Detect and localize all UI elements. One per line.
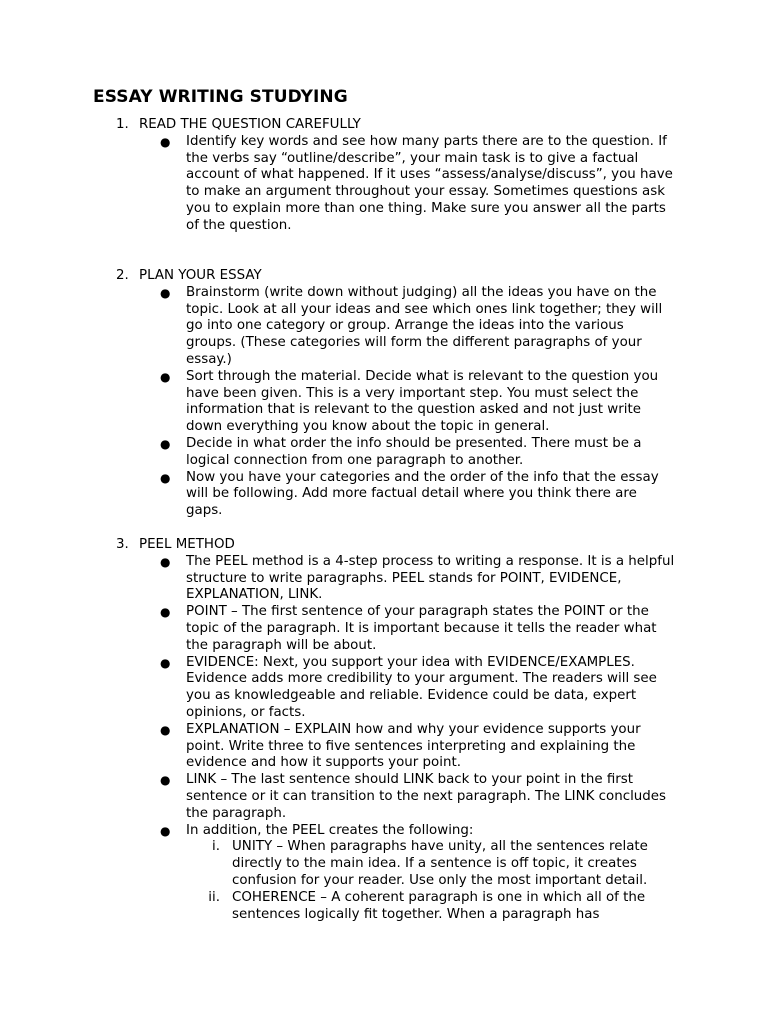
- bullet-icon: ●: [160, 823, 171, 838]
- bullet-text: Brainstorm (write down without judging) all the ideas you have on the topic. Look at all your ideas and see which ones link together; they will go into one category or group. Arrange the ideas into the various groups. (These categories will form the different paragraphs of your essay.): [186, 284, 663, 367]
- bullet-icon: ●: [160, 722, 171, 737]
- bullet-icon: ●: [160, 134, 171, 149]
- bullet-icon: ●: [160, 655, 171, 670]
- section-heading: READ THE QUESTION CAREFULLY: [139, 117, 361, 132]
- bullet-list: [0, 134, 768, 235]
- bullet-icon: ●: [160, 369, 171, 384]
- roman-numeral: ii.: [208, 889, 220, 905]
- roman-list-item: [0, 839, 768, 889]
- bullet-item: [0, 772, 768, 822]
- bullet-item: [0, 604, 768, 654]
- bullet-text: EVIDENCE: Next, you support your idea with EVIDENCE/EXAMPLES. Evidence adds more credibility to your argument. The readers will see you as knowledgeable and reliable. Evidence could be data, expert opinions, or facts.: [186, 654, 657, 720]
- document-title: ESSAY WRITING STUDYING: [93, 87, 348, 107]
- roman-numeral: i.: [212, 839, 220, 855]
- bullet-text: EXPLANATION – EXPLAIN how and why your evidence supports your point. Write three to five sentences interpreting and explaining the evidence and how it supports your point.: [186, 721, 641, 771]
- bullet-item: [0, 134, 768, 235]
- bullet-item: [0, 436, 768, 470]
- bullet-item: [0, 823, 768, 840]
- bullet-item: [0, 369, 768, 436]
- bullet-list: [0, 285, 768, 520]
- bullet-icon: ●: [160, 605, 171, 620]
- bullet-icon: ●: [160, 285, 171, 300]
- bullet-list: [0, 554, 768, 924]
- bullet-text: Decide in what order the info should be presented. There must be a logical connection from one paragraph to another.: [186, 435, 642, 468]
- bullet-text: POINT – The first sentence of your paragraph states the POINT or the topic of the paragraph. It is important because it tells the reader what the paragraph will be about.: [186, 604, 657, 653]
- bullet-text: In addition, the PEEL creates the following:: [186, 822, 474, 838]
- roman-item-text: UNITY – When paragraphs have unity, all the sentences relate directly to the main idea. If a sentence is off topic, it creates confusion for your reader. Use only the most important detail.: [232, 839, 648, 888]
- bullet-icon: ●: [160, 773, 171, 788]
- bullet-item: [0, 554, 768, 604]
- bullet-icon: ●: [160, 436, 171, 451]
- bullet-item: [0, 655, 768, 722]
- bullet-text: Sort through the material. Decide what is relevant to the question you have been given. This is a very important step. You must select the information that is relevant to the question asked and not just write down everything you know about the topic in general.: [186, 368, 659, 435]
- section-number: 3.: [116, 537, 129, 552]
- section-heading: PEEL METHOD: [139, 537, 235, 552]
- section-heading: PLAN YOUR ESSAY: [139, 268, 262, 283]
- bullet-item: [0, 470, 768, 520]
- bullet-text: The PEEL method is a 4-step process to writing a response. It is a helpful structure to write paragraphs. PEEL stands for POINT, EVIDENCE, EXPLANATION, LINK.: [186, 553, 675, 603]
- bullet-text: LINK – The last sentence should LINK back to your point in the first sentence or it can transition to the next paragraph. The LINK concludes the paragraph.: [186, 772, 667, 821]
- bullet-item: [0, 722, 768, 772]
- bullet-text: Identify key words and see how many parts there are to the question. If the verbs say “outline/describe”, your main task is to give a factual account of what happened. If it uses “assess/analyse/discuss”, you have to make an argument throughout your essay. Sometimes questions ask you to explain more than one thing. Make sure you answer all the parts of the question.: [186, 133, 673, 233]
- bullet-icon: ●: [160, 554, 171, 569]
- roman-item-text: COHERENCE – A coherent paragraph is one in which all of the sentences logically fit together. When a paragraph has: [232, 889, 646, 922]
- bullet-text: Now you have your categories and the order of the info that the essay will be following. Add more factual detail where you think there are gaps.: [186, 469, 659, 519]
- bullet-item: [0, 285, 768, 369]
- roman-list-item: [0, 890, 768, 924]
- section-number: 2.: [116, 268, 129, 283]
- bullet-icon: ●: [160, 470, 171, 485]
- section-number: 1.: [116, 117, 129, 132]
